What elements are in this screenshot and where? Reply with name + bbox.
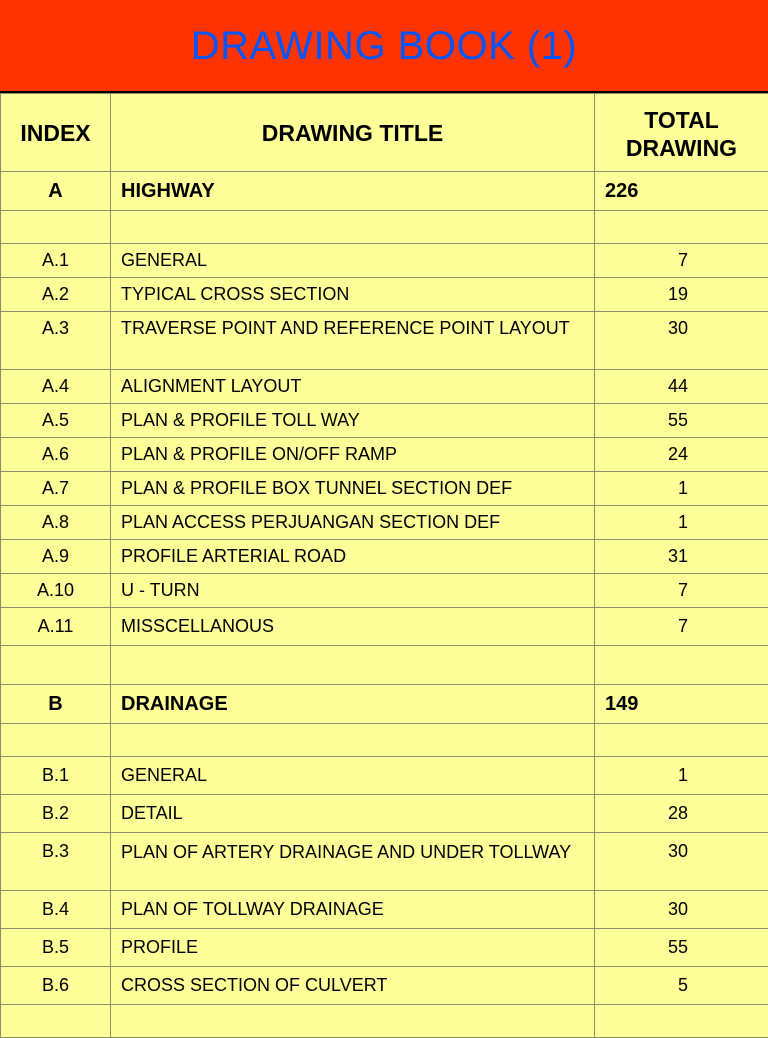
table-row	[1, 795, 768, 833]
table-row	[1, 929, 768, 967]
header-index: INDEX	[1, 94, 111, 172]
row-title: PLAN ACCESS PERJUANGAN SECTION DEF	[111, 506, 595, 540]
row-index: A.1	[1, 244, 111, 278]
table-row	[1, 757, 768, 795]
row-title: TRAVERSE POINT AND REFERENCE POINT LAYOUT	[111, 312, 595, 370]
row-title: ALIGNMENT LAYOUT	[111, 370, 595, 404]
row-title: TYPICAL CROSS SECTION	[111, 278, 595, 312]
row-title: MISSCELLANOUS	[111, 608, 595, 646]
row-title: CROSS SECTION OF CULVERT	[111, 967, 595, 1005]
header-row	[1, 94, 768, 172]
row-total: 19	[595, 278, 768, 312]
table-row	[1, 244, 768, 278]
header-total-line2: DRAWING	[626, 135, 737, 161]
blank-row	[1, 724, 768, 757]
drawing-index-table	[0, 93, 768, 1038]
row-total: 5	[595, 967, 768, 1005]
row-total: 55	[595, 404, 768, 438]
section-title: HIGHWAY	[111, 172, 595, 211]
row-title: PROFILE	[111, 929, 595, 967]
header-total-drawing	[595, 94, 768, 172]
section-index: A	[1, 172, 111, 211]
row-title: GENERAL	[111, 757, 595, 795]
row-total: 55	[595, 929, 768, 967]
row-title: PLAN OF ARTERY DRAINAGE AND UNDER TOLLWAY	[111, 833, 595, 891]
table-row	[1, 891, 768, 929]
row-total: 7	[595, 608, 768, 646]
table-row	[1, 967, 768, 1005]
table-row	[1, 540, 768, 574]
row-total: 1	[595, 757, 768, 795]
row-total: 24	[595, 438, 768, 472]
section-title: DRAINAGE	[111, 685, 595, 724]
row-total: 31	[595, 540, 768, 574]
blank-row	[1, 211, 768, 244]
row-index: A.5	[1, 404, 111, 438]
row-total: 30	[595, 891, 768, 929]
row-title: PLAN OF TOLLWAY DRAINAGE	[111, 891, 595, 929]
table-row	[1, 404, 768, 438]
page-title: DRAWING BOOK (1)	[191, 24, 578, 69]
row-title: U - TURN	[111, 574, 595, 608]
row-index: B.3	[1, 833, 111, 891]
table-row	[1, 370, 768, 404]
table-row	[1, 608, 768, 646]
row-total: 44	[595, 370, 768, 404]
section-total: 149	[595, 685, 768, 724]
row-index: A.9	[1, 540, 111, 574]
row-title: PLAN & PROFILE ON/OFF RAMP	[111, 438, 595, 472]
section-row-b	[1, 685, 768, 724]
row-total: 1	[595, 472, 768, 506]
row-index: A.11	[1, 608, 111, 646]
section-index: B	[1, 685, 111, 724]
table-row	[1, 574, 768, 608]
row-index: A.10	[1, 574, 111, 608]
row-total: 7	[595, 244, 768, 278]
row-total: 28	[595, 795, 768, 833]
table-row	[1, 438, 768, 472]
row-total: 7	[595, 574, 768, 608]
row-title: DETAIL	[111, 795, 595, 833]
table-row	[1, 312, 768, 370]
row-index: B.2	[1, 795, 111, 833]
row-index: A.3	[1, 312, 111, 370]
header-drawing-title: DRAWING TITLE	[111, 94, 595, 172]
row-index: A.8	[1, 506, 111, 540]
row-total: 30	[595, 312, 768, 370]
row-total: 1	[595, 506, 768, 540]
table-row	[1, 472, 768, 506]
row-total: 30	[595, 833, 768, 891]
row-title: PLAN & PROFILE BOX TUNNEL SECTION DEF	[111, 472, 595, 506]
row-index: A.4	[1, 370, 111, 404]
row-index: B.5	[1, 929, 111, 967]
row-index: A.7	[1, 472, 111, 506]
row-title: PLAN & PROFILE TOLL WAY	[111, 404, 595, 438]
row-title: GENERAL	[111, 244, 595, 278]
row-index: A.2	[1, 278, 111, 312]
row-index: B.4	[1, 891, 111, 929]
row-title: PROFILE ARTERIAL ROAD	[111, 540, 595, 574]
title-bar	[0, 0, 768, 93]
blank-row	[1, 646, 768, 685]
row-index: B.1	[1, 757, 111, 795]
section-row-a	[1, 172, 768, 211]
table-row	[1, 278, 768, 312]
table-row	[1, 833, 768, 891]
table-row	[1, 506, 768, 540]
header-total-line1: TOTAL	[644, 107, 719, 133]
section-total: 226	[595, 172, 768, 211]
blank-row	[1, 1005, 768, 1038]
row-index: B.6	[1, 967, 111, 1005]
row-index: A.6	[1, 438, 111, 472]
